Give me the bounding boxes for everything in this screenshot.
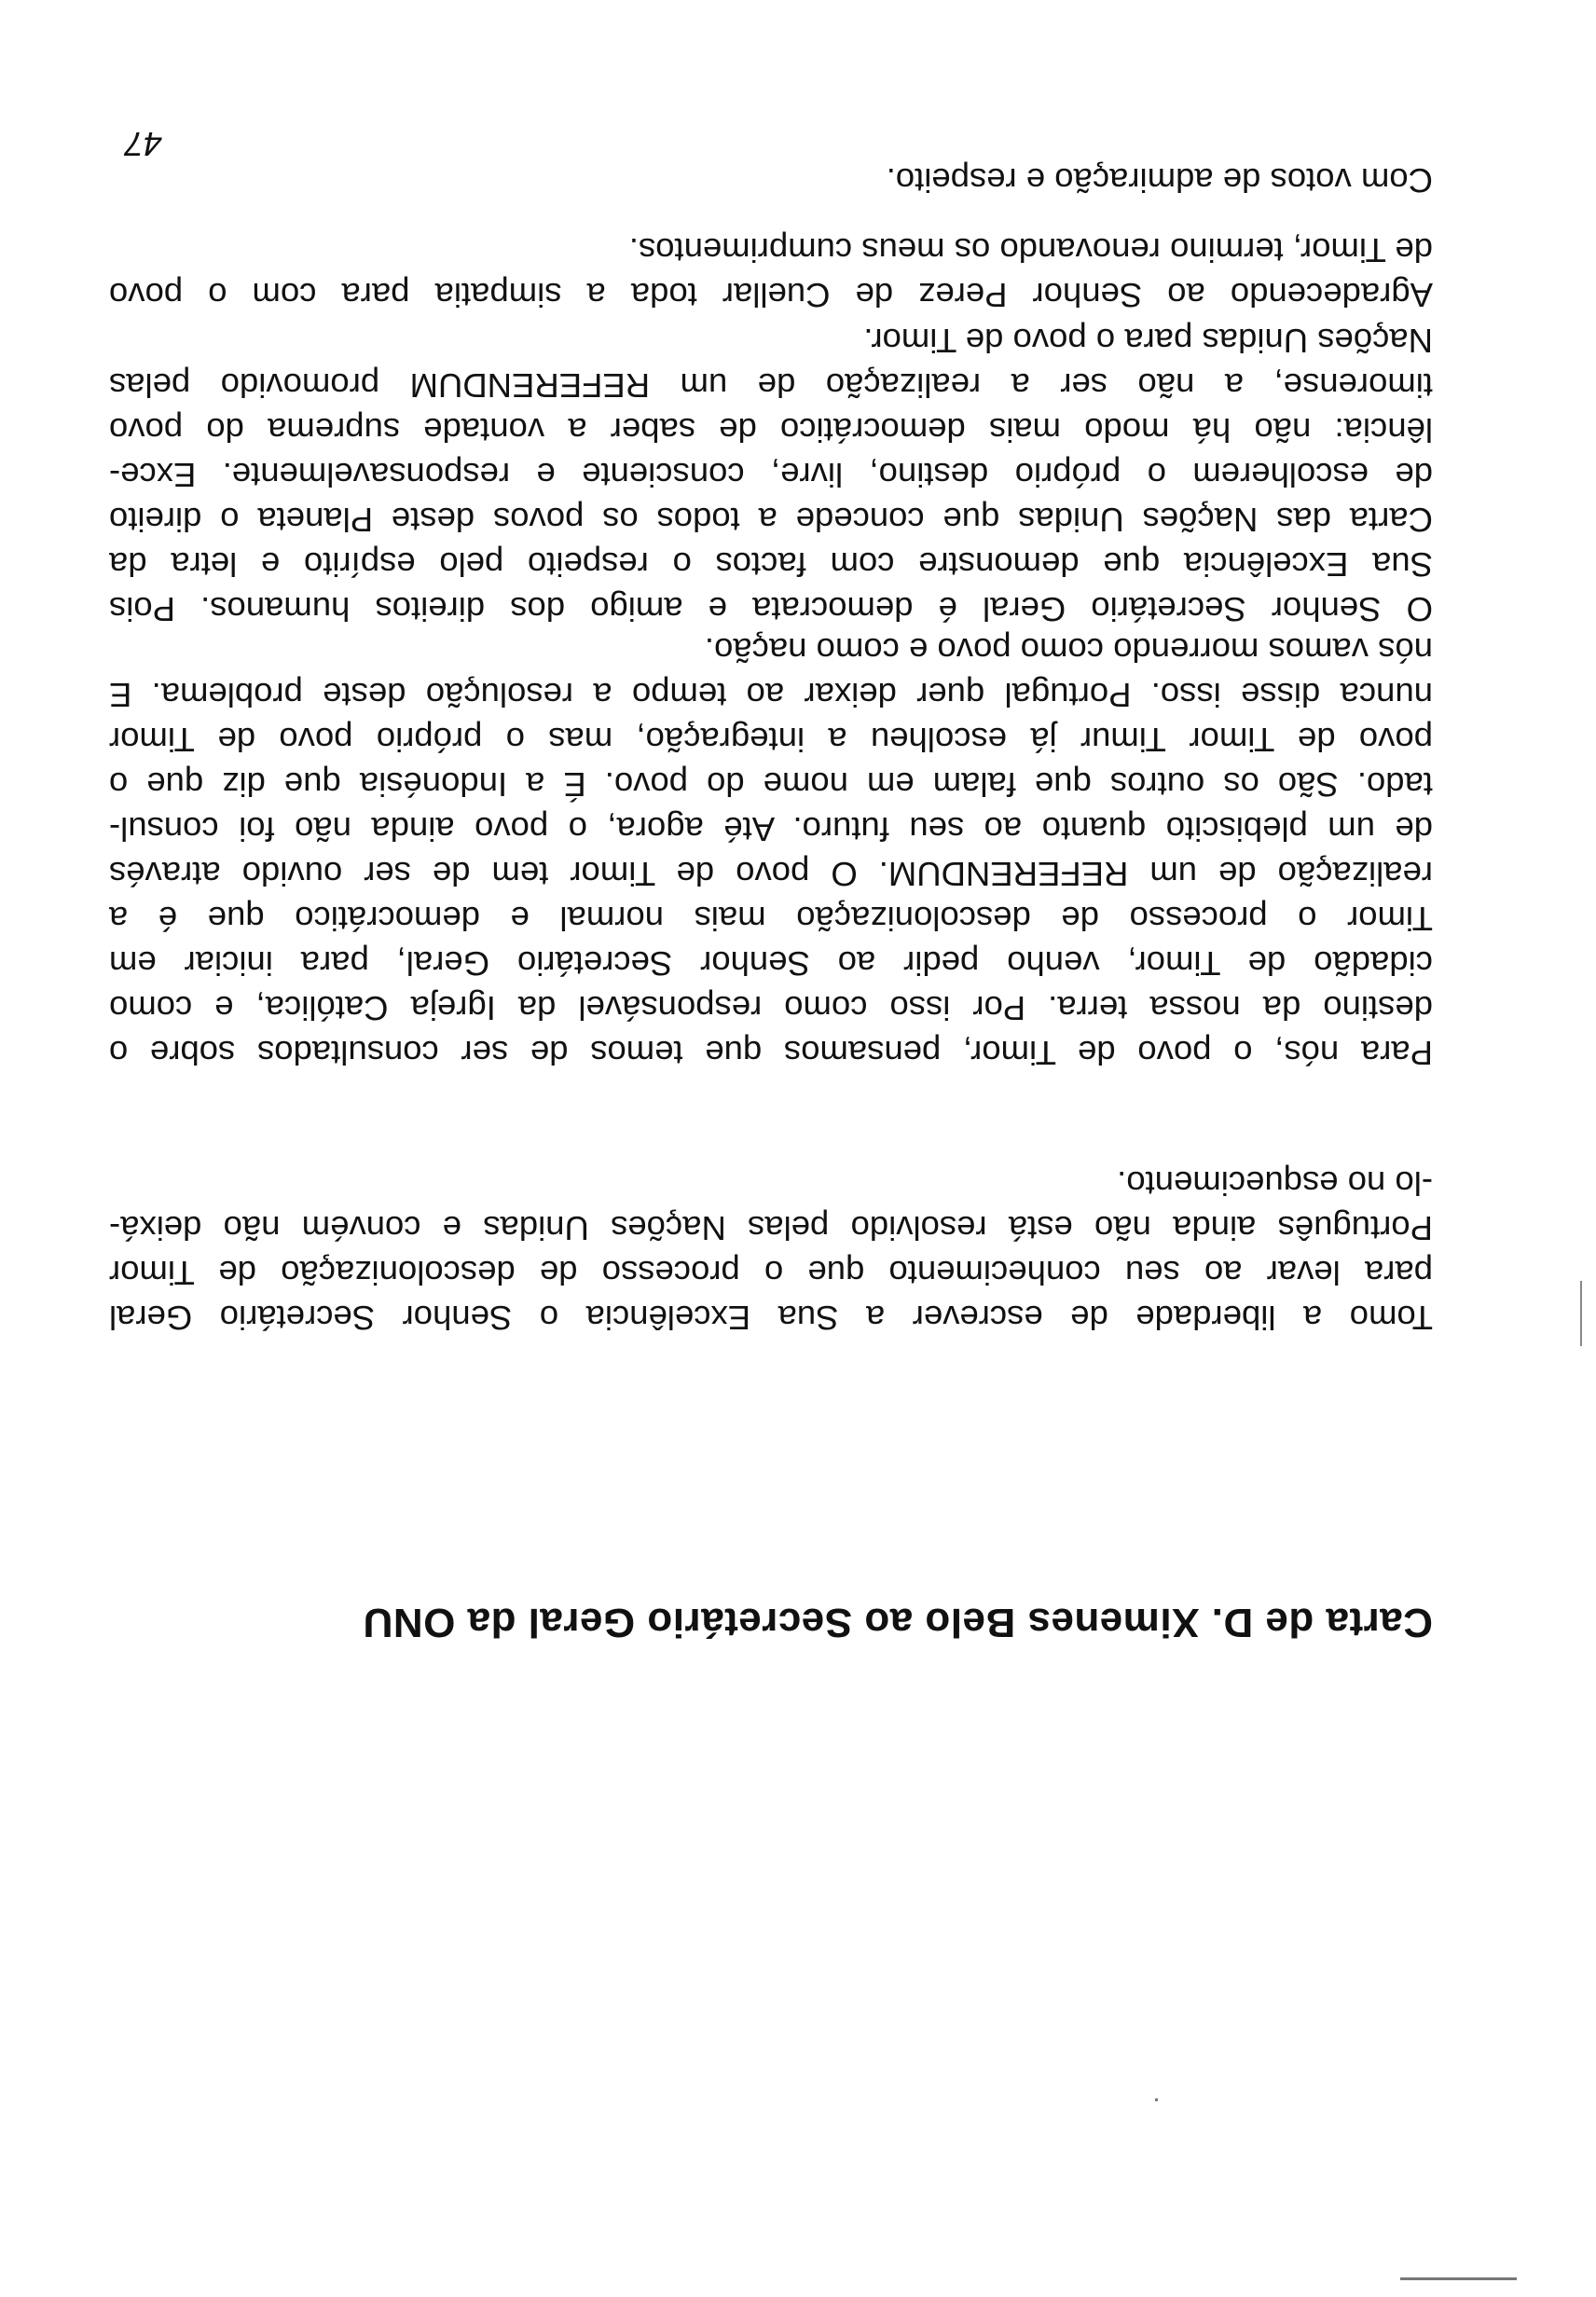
paragraph-intro — [109, 1161, 1433, 1340]
paragraph-thanks — [109, 227, 1433, 317]
text-line: timorense, a não ser a realização de um REFERENDUM promovido pelas — [109, 366, 1433, 405]
text-line: para levar ao seu conhecimento que o processo de descolonização de Timor — [109, 1254, 1433, 1292]
letter-title: Carta de D. Ximenes Belo ao Secretário Geral da ONU — [363, 1600, 1433, 1645]
page-number: 47 — [124, 125, 162, 163]
paragraph-consultation — [109, 627, 1433, 1075]
text-line: tado. São os outros que falam em nome do povo. É a Indonésia que diz que o — [109, 765, 1433, 804]
text-line: Para nós, o povo de Timor, pensamos que temos de ser consultados sobre o — [109, 1034, 1433, 1072]
text-line: de um plebiscito quanto ao seu futuro. Até agora, o povo ainda não foi consul- — [109, 810, 1433, 848]
paragraph-closing — [109, 158, 1433, 202]
paragraph-secretary-general — [109, 318, 1433, 631]
text-line: Timor o processo de descolonização mais normal e democrático que é a — [109, 900, 1433, 938]
text-line: povo de Timor Timur já escolheu a integração, mas o próprio povo de Timor — [109, 721, 1433, 759]
scan-artifact-dot — [1155, 2098, 1158, 2101]
text-line: realização de um REFERENDUM. O povo de Timor tem de ser ouvido através — [109, 855, 1433, 893]
text-line: Tomo a liberdade de escrever a Sua Excelência o Senhor Secretário Geral — [109, 1299, 1433, 1337]
scan-artifact-line — [1400, 2277, 1517, 2280]
text-line: de Timor, termino renovando os meus cumprimentos. — [628, 231, 1433, 269]
text-line: Com votos de admiração e respeito. — [886, 161, 1433, 199]
text-line: Agradecendo ao Senhor Perez de Cuellar toda a simpatia para com o povo — [109, 276, 1433, 314]
text-line: Nações Unidas para o povo de Timor. — [863, 322, 1433, 360]
text-line: Sua Excelência que demonstre com factos o respeito pelo espírito e letra da — [109, 545, 1433, 584]
text-line: Português ainda não está resolvido pelas Nações Unidas e convém não deixá- — [109, 1209, 1433, 1247]
text-line: cidadão de Timor, venho pedir ao Senhor Secretário Geral, para iniciar em — [109, 944, 1433, 983]
text-line: lência: não há modo mais democrático de saber a vontade suprema do povo — [109, 411, 1433, 449]
text-line: nós vamos morrendo como povo e como nação. — [704, 631, 1433, 669]
text-line: O Senhor Secretário Geral é democrata e amigo dos direitos humanos. Pois — [109, 590, 1433, 628]
text-line: destino da nossa terra. Por isso como responsável da Igreja Católica, e como — [109, 989, 1433, 1027]
text-line: Carta das Nações Unidas que concede a todos os povos deste Planeta o direito — [109, 501, 1433, 539]
text-line: de escolherem o próprio destino, livre, consciente e responsavelmente. Exce- — [109, 456, 1433, 494]
scan-artifact-mark — [1580, 1281, 1582, 1346]
text-line: -lo no esquecimento. — [1117, 1164, 1433, 1203]
text-line: nunca disse isso. Portugal quer deixar ao tempo a resolução deste problema. E — [109, 676, 1433, 714]
